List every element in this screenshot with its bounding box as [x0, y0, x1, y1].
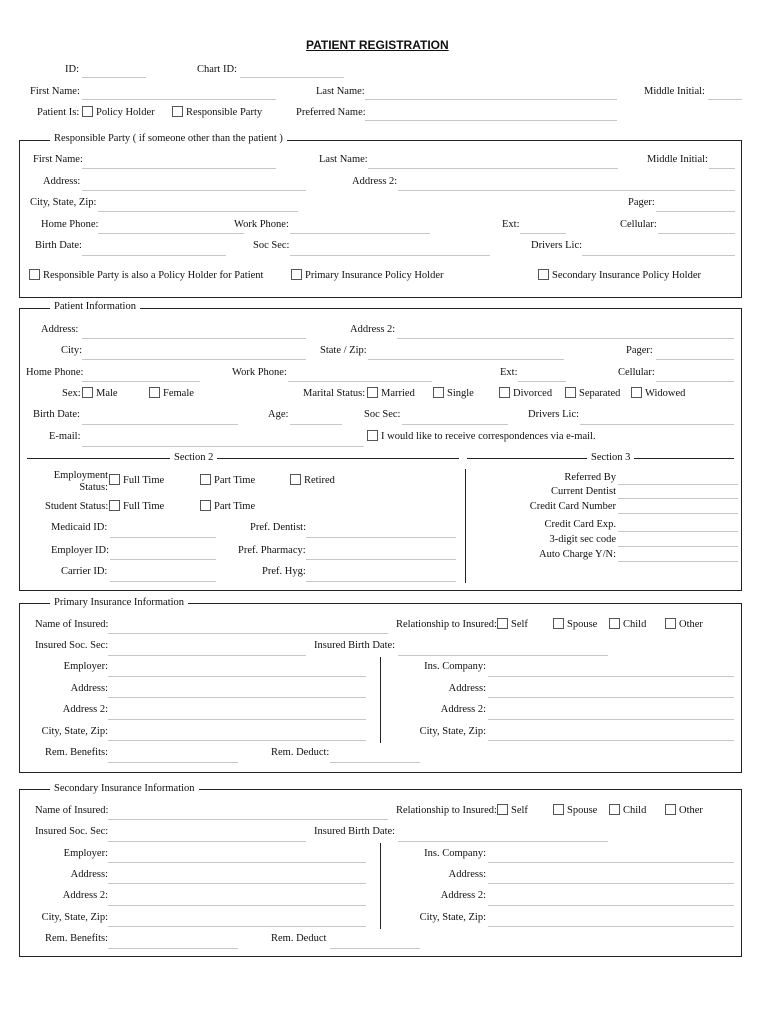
pri-rem-deduct-label: Rem. Deduct: — [271, 747, 330, 758]
pat-home-phone-field[interactable] — [82, 381, 200, 382]
resp-work-phone-field[interactable] — [290, 233, 430, 234]
pref-hyg-field[interactable] — [306, 581, 456, 582]
referred-by-label: Referred By — [564, 472, 616, 483]
pat-work-phone-field[interactable] — [288, 381, 432, 382]
patient-information-legend: Patient Information — [50, 301, 140, 312]
pri-self-label: Self — [511, 619, 528, 630]
sec-ins-address2-field[interactable] — [488, 905, 734, 906]
married-label: Married — [381, 388, 415, 399]
email-correspondence-label: I would like to receive correspondences via e-mail. — [381, 431, 596, 442]
separated-checkbox[interactable] — [565, 387, 576, 398]
section2-rule — [27, 458, 459, 459]
sec-spouse-label: Spouse — [567, 805, 598, 816]
email-correspondence-checkbox[interactable] — [367, 430, 378, 441]
resp-last-name-field[interactable] — [368, 168, 618, 169]
policy-holder-checkbox[interactable] — [82, 106, 93, 117]
secondary-policy-holder-checkbox[interactable] — [538, 269, 549, 280]
credit-card-exp-label: Credit Card Exp. — [544, 519, 616, 530]
pri-rem-deduct-field[interactable] — [330, 762, 420, 763]
credit-card-number-label: Credit Card Number — [529, 501, 616, 512]
resp-home-phone-field[interactable] — [98, 233, 244, 234]
age-field[interactable] — [290, 424, 342, 425]
widowed-label: Widowed — [645, 388, 686, 399]
pref-pharmacy-field[interactable] — [306, 559, 456, 560]
pri-ins-address-field[interactable] — [488, 697, 734, 698]
sec-address-label: Address: — [70, 869, 108, 880]
pri-spouse-checkbox[interactable] — [553, 618, 564, 629]
preferred-name-label: Preferred Name: — [296, 107, 366, 118]
resp-address-field[interactable] — [82, 190, 306, 191]
pat-drivers-lic-field[interactable] — [580, 424, 734, 425]
pri-city-state-zip-field[interactable] — [108, 740, 366, 741]
male-label: Male — [96, 388, 118, 399]
resp-soc-sec-field[interactable] — [290, 255, 490, 256]
sec-ins-company-field[interactable] — [488, 862, 734, 863]
secondary-policy-holder-label: Secondary Insurance Policy Holder — [552, 270, 701, 281]
student-part-time-label: Part Time — [214, 501, 256, 512]
current-dentist-label: Current Dentist — [550, 486, 616, 497]
chart-id-label: Chart ID: — [197, 64, 237, 75]
email-label: E-mail: — [49, 431, 81, 442]
pat-work-phone-label: Work Phone: — [232, 367, 287, 378]
resp-drivers-lic-label: Drivers Lic: — [531, 240, 583, 251]
divorced-label: Divorced — [513, 388, 553, 399]
resp-drivers-lic-field[interactable] — [582, 255, 735, 256]
sec-address2-field[interactable] — [108, 905, 366, 906]
auto-charge-field[interactable] — [618, 561, 738, 562]
primary-insurance-legend: Primary Insurance Information — [50, 597, 188, 608]
employment-full-time-label: Full Time — [123, 475, 165, 486]
resp-ext-label: Ext: — [502, 219, 520, 230]
primary-policy-holder-label: Primary Insurance Policy Holder — [305, 270, 444, 281]
auto-charge-label: Auto Charge Y/N: — [539, 549, 616, 560]
sec-rem-deduct-field[interactable] — [330, 948, 420, 949]
sec-city-state-zip-field[interactable] — [108, 926, 366, 927]
pri-other-label: Other — [679, 619, 703, 630]
resp-birth-date-field[interactable] — [82, 255, 226, 256]
female-checkbox[interactable] — [149, 387, 160, 398]
employment-status-line1: Employment — [53, 470, 108, 481]
resp-soc-sec-label: Soc Sec: — [253, 240, 290, 251]
section3-heading: Section 3 — [587, 452, 634, 463]
resp-ext-field[interactable] — [520, 233, 566, 234]
pref-dentist-field[interactable] — [306, 537, 456, 538]
pat-cellular-label: Cellular: — [618, 367, 655, 378]
marital-status-label: Marital Status: — [303, 388, 366, 399]
sec-rem-deduct-label: Rem. Deduct — [271, 933, 327, 944]
responsible-party-label: Responsible Party — [186, 107, 263, 118]
pri-ins-city-state-zip-field[interactable] — [488, 740, 734, 741]
divorced-checkbox[interactable] — [499, 387, 510, 398]
sec-ins-city-state-zip-field[interactable] — [488, 926, 734, 927]
married-checkbox[interactable] — [367, 387, 378, 398]
resp-cellular-label: Cellular: — [620, 219, 657, 230]
pat-address2-label: Address 2: — [350, 324, 396, 335]
id-label: ID: — [65, 64, 79, 75]
sec-code-label: 3-digit sec code — [549, 534, 616, 545]
sec-address2-label: Address 2: — [62, 890, 108, 901]
secondary-insurance-legend: Secondary Insurance Information — [50, 783, 199, 794]
retired-checkbox[interactable] — [290, 474, 301, 485]
resp-work-phone-label: Work Phone: — [234, 219, 289, 230]
resp-middle-initial-field[interactable] — [709, 168, 735, 169]
pri-city-state-zip-label: City, State, Zip: — [41, 726, 108, 737]
preferred-name-field[interactable] — [365, 120, 617, 121]
pat-city-label: City: — [61, 345, 83, 356]
pat-ext-field[interactable] — [518, 381, 566, 382]
page-title: PATIENT REGISTRATION — [306, 38, 449, 52]
student-full-time-label: Full Time — [123, 501, 165, 512]
employment-status-label — [44, 470, 108, 494]
sec-name-of-insured-label: Name of Insured: — [35, 805, 109, 816]
sex-label: Sex: — [62, 388, 81, 399]
resp-address2-field[interactable] — [398, 190, 735, 191]
pref-dentist-label: Pref. Dentist: — [250, 522, 306, 533]
pat-soc-sec-label: Soc Sec: — [364, 409, 401, 420]
pat-address-label: Address: — [41, 324, 79, 335]
email-field[interactable] — [82, 446, 364, 447]
pat-cellular-field[interactable] — [656, 381, 734, 382]
pri-employer-label: Employer: — [63, 661, 108, 672]
pri-rem-benefits-field[interactable] — [108, 762, 238, 763]
pri-ins-company-label: Ins. Company: — [424, 661, 486, 672]
sec-ins-address2-label: Address 2: — [440, 890, 486, 901]
pat-birth-date-field[interactable] — [82, 424, 238, 425]
first-name-label: First Name: — [30, 86, 80, 97]
patient-is-label: Patient Is: — [37, 107, 80, 118]
pri-address-field[interactable] — [108, 697, 366, 698]
first-name-field[interactable] — [82, 99, 276, 100]
pri-address-label: Address: — [70, 683, 108, 694]
sec-child-checkbox[interactable] — [609, 804, 620, 815]
pri-ins-city-state-zip-label: City, State, Zip: — [419, 726, 486, 737]
pat-state-zip-field[interactable] — [368, 359, 564, 360]
sec-rem-benefits-field[interactable] — [108, 948, 238, 949]
resp-pager-field[interactable] — [656, 211, 735, 212]
employment-part-time-label: Part Time — [214, 475, 256, 486]
primary-policy-holder-checkbox[interactable] — [291, 269, 302, 280]
credit-card-exp-field[interactable] — [618, 531, 738, 532]
sec-rem-benefits-label: Rem. Benefits: — [45, 933, 108, 944]
employment-full-time-checkbox[interactable] — [109, 474, 120, 485]
sec-city-state-zip-label: City, State, Zip: — [41, 912, 108, 923]
resp-city-state-zip-field[interactable] — [98, 211, 298, 212]
pat-ext-label: Ext: — [500, 367, 518, 378]
medicaid-id-label: Medicaid ID: — [51, 522, 108, 533]
pri-name-of-insured-label: Name of Insured: — [35, 619, 109, 630]
single-label: Single — [447, 388, 474, 399]
widowed-checkbox[interactable] — [631, 387, 642, 398]
sec-employer-label: Employer: — [63, 848, 108, 859]
sec-address-field[interactable] — [108, 883, 366, 884]
resp-pager-label: Pager: — [628, 197, 655, 208]
pat-address2-field[interactable] — [397, 338, 734, 339]
resp-first-name-label: First Name: — [33, 154, 83, 165]
sec-spouse-checkbox[interactable] — [553, 804, 564, 815]
pri-address2-label: Address 2: — [62, 704, 108, 715]
sec-ins-city-state-zip-label: City, State, Zip: — [419, 912, 486, 923]
sec-insured-soc-sec-label: Insured Soc. Sec: — [35, 826, 109, 837]
resp-birth-date-label: Birth Date: — [35, 240, 82, 251]
sec-other-checkbox[interactable] — [665, 804, 676, 815]
pri-child-checkbox[interactable] — [609, 618, 620, 629]
pri-insured-soc-sec-label: Insured Soc. Sec: — [35, 640, 109, 651]
sec-insured-soc-sec-field[interactable] — [108, 841, 306, 842]
policy-holder-label: Policy Holder — [96, 107, 155, 118]
pat-drivers-lic-label: Drivers Lic: — [528, 409, 580, 420]
sec-self-checkbox[interactable] — [497, 804, 508, 815]
middle-initial-label: Middle Initial: — [644, 86, 705, 97]
employer-id-field[interactable] — [110, 559, 216, 560]
carrier-id-label: Carrier ID: — [61, 566, 108, 577]
pat-address-field[interactable] — [82, 338, 306, 339]
pri-rem-benefits-label: Rem. Benefits: — [45, 747, 108, 758]
middle-initial-field[interactable] — [708, 99, 742, 100]
sec-relationship-label: Relationship to Insured: — [396, 805, 497, 816]
age-label: Age: — [268, 409, 289, 420]
resp-address2-label: Address 2: — [352, 176, 398, 187]
pri-ins-address2-label: Address 2: — [440, 704, 486, 715]
pri-employer-field[interactable] — [108, 676, 366, 677]
pri-insured-birth-date-label: Insured Birth Date: — [314, 640, 396, 651]
resp-also-policy-holder-label: Responsible Party is also a Policy Holder for Patient — [43, 270, 264, 281]
credit-card-number-field[interactable] — [618, 513, 738, 514]
sec-ins-address-field[interactable] — [488, 883, 734, 884]
pat-pager-field[interactable] — [656, 359, 734, 360]
pri-insured-soc-sec-field[interactable] — [108, 655, 306, 656]
employer-id-label: Employer ID: — [51, 545, 110, 556]
pri-spouse-label: Spouse — [567, 619, 598, 630]
student-part-time-checkbox[interactable] — [200, 500, 211, 511]
sec-ins-company-label: Ins. Company: — [424, 848, 486, 859]
section-divider — [465, 469, 466, 583]
resp-first-name-field[interactable] — [82, 168, 276, 169]
pat-home-phone-label: Home Phone: — [26, 367, 84, 378]
pref-pharmacy-label: Pref. Pharmacy: — [238, 545, 306, 556]
medicaid-id-field[interactable] — [110, 537, 216, 538]
resp-also-policy-holder-checkbox[interactable] — [29, 269, 40, 280]
pat-city-field[interactable] — [82, 359, 306, 360]
sec-insured-birth-date-label: Insured Birth Date: — [314, 826, 396, 837]
last-name-field[interactable] — [365, 99, 617, 100]
pri-child-label: Child — [623, 619, 647, 630]
sec-self-label: Self — [511, 805, 528, 816]
resp-city-state-zip-label: City, State, Zip: — [30, 197, 97, 208]
resp-address-label: Address: — [43, 176, 81, 187]
student-status-label: Student Status: — [45, 501, 109, 512]
single-checkbox[interactable] — [433, 387, 444, 398]
pri-ins-address-label: Address: — [448, 683, 486, 694]
chart-id-field[interactable] — [240, 77, 344, 78]
sec-name-of-insured-field[interactable] — [108, 819, 388, 820]
resp-middle-initial-label: Middle Initial: — [647, 154, 708, 165]
sec-employer-field[interactable] — [108, 862, 366, 863]
pat-birth-date-label: Birth Date: — [33, 409, 80, 420]
pri-insured-birth-date-field[interactable] — [398, 655, 608, 656]
responsible-party-legend: Responsible Party ( if someone other than the patient ) — [50, 133, 287, 144]
sec-other-label: Other — [679, 805, 703, 816]
sec-child-label: Child — [623, 805, 647, 816]
id-field[interactable] — [82, 77, 146, 78]
pat-pager-label: Pager: — [626, 345, 653, 356]
pri-self-checkbox[interactable] — [497, 618, 508, 629]
separated-label: Separated — [579, 388, 621, 399]
pri-address2-field[interactable] — [108, 719, 366, 720]
pri-name-of-insured-field[interactable] — [108, 633, 388, 634]
sec-insured-birth-date-field[interactable] — [398, 841, 608, 842]
pref-hyg-label: Pref. Hyg: — [262, 566, 306, 577]
section2-heading: Section 2 — [170, 452, 217, 463]
referred-by-field[interactable] — [618, 484, 738, 485]
pat-soc-sec-field[interactable] — [402, 424, 508, 425]
employment-status-line2: Status: — [79, 482, 108, 493]
sec-ins-address-label: Address: — [448, 869, 486, 880]
pat-state-zip-label: State / Zip: — [320, 345, 367, 356]
responsible-party-checkbox[interactable] — [172, 106, 183, 117]
pri-other-checkbox[interactable] — [665, 618, 676, 629]
current-dentist-field[interactable] — [618, 498, 738, 499]
retired-label: Retired — [304, 475, 335, 486]
resp-cellular-field[interactable] — [658, 233, 735, 234]
last-name-label: Last Name: — [316, 86, 365, 97]
pri-ins-company-field[interactable] — [488, 676, 734, 677]
carrier-id-field[interactable] — [110, 581, 216, 582]
pri-ins-address2-field[interactable] — [488, 719, 734, 720]
resp-last-name-label: Last Name: — [319, 154, 368, 165]
pri-relationship-label: Relationship to Insured: — [396, 619, 497, 630]
resp-home-phone-label: Home Phone: — [41, 219, 99, 230]
student-full-time-checkbox[interactable] — [109, 500, 120, 511]
female-label: Female — [163, 388, 194, 399]
male-checkbox[interactable] — [82, 387, 93, 398]
sec-code-field[interactable] — [618, 546, 738, 547]
employment-part-time-checkbox[interactable] — [200, 474, 211, 485]
